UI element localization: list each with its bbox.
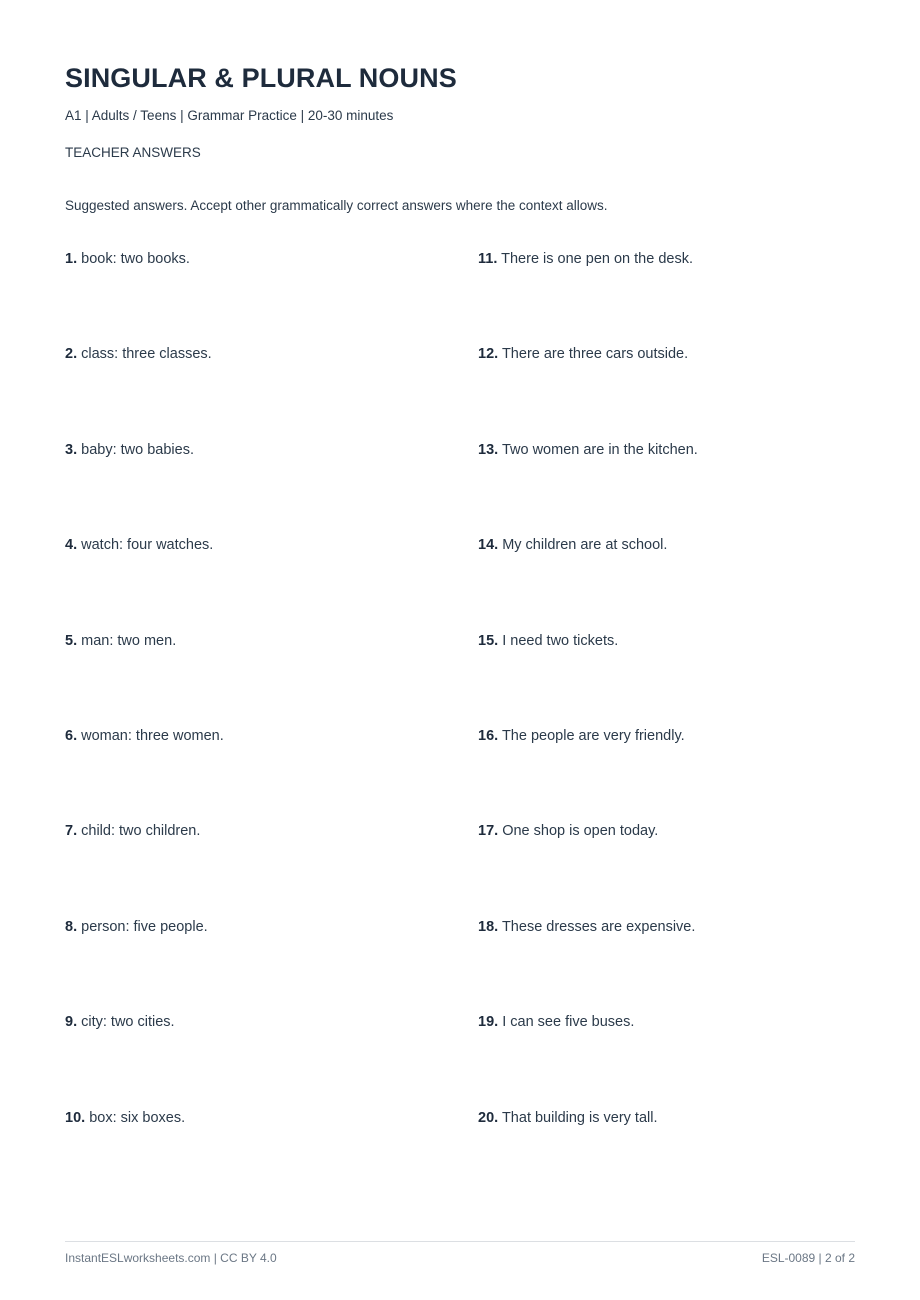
- answer-number: 6.: [65, 727, 78, 744]
- answer-item: [65, 1013, 445, 1108]
- answer-number: 15.: [478, 632, 499, 649]
- answer-text: city: two cities.: [81, 1014, 175, 1031]
- answer-number: 14.: [478, 537, 499, 554]
- answer-item: [478, 345, 858, 440]
- answer-number: 20.: [478, 1109, 499, 1126]
- answer-text: child: two children.: [81, 823, 201, 840]
- answer-item: [478, 727, 858, 822]
- footer-credit: InstantESLworksheets.com | CC BY 4.0: [65, 1251, 277, 1265]
- answer-item: [478, 536, 858, 631]
- answer-number: 13.: [478, 441, 499, 458]
- answer-text: baby: two babies.: [81, 441, 194, 458]
- answer-text: The people are very friendly.: [501, 727, 685, 744]
- answer-number: 4.: [65, 537, 78, 554]
- answer-item: [65, 822, 445, 917]
- answer-text: box: six boxes.: [89, 1109, 186, 1126]
- answer-text: person: five people.: [81, 918, 208, 935]
- answer-number: 1.: [65, 251, 78, 267]
- answer-item: [65, 727, 445, 822]
- answer-item: [65, 345, 445, 440]
- answer-text: I need two tickets.: [502, 632, 619, 649]
- answer-item: [65, 1109, 445, 1204]
- answers-column-left: [65, 250, 445, 1204]
- answer-item: [478, 250, 858, 345]
- section-label: TEACHER ANSWERS: [65, 145, 201, 160]
- answer-text: class: three classes.: [81, 346, 212, 363]
- answer-number: 11.: [478, 251, 498, 267]
- answer-text: I can see five buses.: [502, 1014, 635, 1031]
- answer-number: 16.: [478, 727, 499, 744]
- answer-number: 5.: [65, 632, 78, 649]
- answer-text: There is one pen on the desk.: [501, 251, 693, 267]
- answer-item: [478, 1013, 858, 1108]
- answer-number: 19.: [478, 1014, 499, 1031]
- footer-divider: [65, 1241, 855, 1242]
- answer-number: 10.: [65, 1109, 86, 1126]
- answer-item: [65, 441, 445, 536]
- page-title: SINGULAR & PLURAL NOUNS: [65, 63, 457, 93]
- answer-text: man: two men.: [81, 632, 177, 649]
- answer-number: 3.: [65, 441, 78, 458]
- answer-number: 8.: [65, 918, 78, 935]
- answer-text: watch: four watches.: [81, 537, 214, 554]
- answer-item: [478, 918, 858, 1013]
- answer-text: These dresses are expensive.: [501, 918, 696, 935]
- answer-number: 7.: [65, 823, 78, 840]
- answer-number: 2.: [65, 346, 78, 363]
- answer-number: 17.: [478, 823, 499, 840]
- answer-text: My children are at school.: [502, 537, 668, 554]
- answer-text: book: two books.: [81, 251, 190, 267]
- answer-item: [478, 822, 858, 917]
- answer-number: 9.: [65, 1014, 78, 1031]
- worksheet-subtitle: A1 | Adults / Teens | Grammar Practice | 20-30 minutes: [65, 108, 394, 123]
- answer-text: One shop is open today.: [502, 823, 659, 840]
- answer-text: That building is very tall.: [501, 1109, 658, 1126]
- answers-column-right: [478, 250, 858, 1204]
- answer-item: [478, 632, 858, 727]
- answer-number: 12.: [478, 346, 499, 363]
- answer-text: Two women are in the kitchen.: [501, 441, 698, 458]
- answer-item: [478, 1109, 858, 1204]
- answer-item: [478, 441, 858, 536]
- answer-text: There are three cars outside.: [501, 346, 689, 363]
- answer-item: [65, 250, 445, 345]
- answer-number: 18.: [478, 918, 499, 935]
- answer-text: woman: three women.: [81, 727, 224, 744]
- answer-item: [65, 632, 445, 727]
- answer-item: [65, 536, 445, 631]
- answer-item: [65, 918, 445, 1013]
- instructions: Suggested answers. Accept other grammatically correct answers where the context allows.: [65, 198, 608, 213]
- footer-page-number: ESL-0089 | 2 of 2: [761, 1251, 855, 1265]
